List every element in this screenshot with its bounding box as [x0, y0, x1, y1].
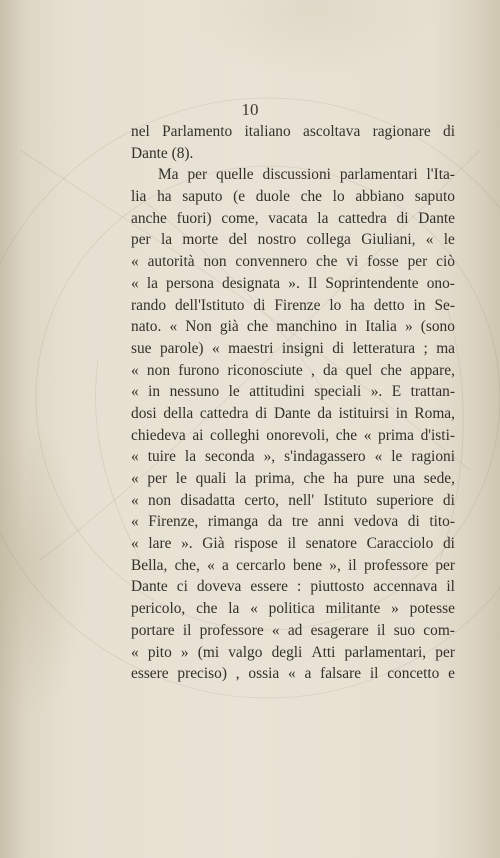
word: vi	[346, 253, 359, 271]
word: manchino	[276, 318, 337, 336]
word: esagerare	[310, 621, 369, 639]
word: Giuliani,	[361, 231, 416, 249]
word: non	[146, 361, 171, 379]
word: ha	[333, 470, 349, 487]
word: saputo	[414, 188, 455, 206]
word: «	[131, 361, 139, 379]
text-line	[131, 295, 455, 317]
word: certo,	[244, 491, 279, 509]
word: a	[222, 556, 229, 574]
word: sede,	[423, 470, 455, 487]
word: appare,	[410, 361, 455, 379]
word: già	[219, 318, 239, 336]
word: il	[369, 665, 379, 683]
word: parole)	[159, 339, 204, 357]
word: »	[391, 600, 399, 618]
word: E	[391, 383, 402, 401]
word: maestri	[228, 339, 274, 357]
text-line	[131, 381, 455, 403]
word: che	[380, 361, 402, 379]
word: detto	[373, 296, 405, 314]
word: «	[250, 600, 258, 618]
word: da	[317, 404, 332, 422]
word: collega	[306, 231, 351, 249]
word: «	[212, 339, 220, 357]
text-line	[131, 468, 455, 490]
word: persona	[166, 274, 214, 292]
word: designata	[222, 274, 281, 292]
word: vedova	[353, 513, 399, 531]
word: l'Ita-	[426, 166, 455, 184]
word: di	[407, 513, 420, 531]
word: portare	[131, 621, 175, 639]
word: «	[374, 448, 383, 466]
word: lo	[329, 296, 342, 314]
word: nel	[131, 123, 150, 140]
word: ,	[235, 665, 240, 683]
word: essere	[250, 578, 289, 596]
word: dosi	[131, 404, 157, 422]
word: «	[131, 383, 139, 401]
word: le	[391, 448, 403, 466]
word: d'isti-	[420, 426, 455, 444]
word: professore	[363, 556, 429, 574]
word: Roma,	[414, 404, 455, 422]
word: fuori)	[176, 209, 212, 227]
word: rispose	[234, 535, 278, 553]
word: una	[392, 470, 416, 487]
word: nessuno	[169, 383, 220, 401]
word: prima	[378, 426, 414, 444]
word: nato.	[131, 318, 162, 336]
word: ragioni	[411, 448, 455, 466]
word: Soprintendente	[325, 274, 419, 292]
word: ono-	[426, 274, 455, 292]
word: Se-	[434, 296, 455, 314]
text-line	[131, 251, 455, 273]
body-text	[131, 121, 455, 685]
word: di	[442, 535, 455, 553]
word: Ma	[158, 166, 179, 184]
word: »	[180, 643, 189, 661]
word: preciso)	[177, 665, 227, 683]
word: s'indagassero	[284, 448, 366, 466]
word: la	[228, 600, 240, 618]
word: «	[363, 426, 372, 444]
word: falsare	[320, 665, 362, 683]
text-line	[131, 425, 455, 447]
word: ci	[176, 578, 188, 596]
word: di	[253, 296, 266, 314]
word: senatore	[305, 535, 357, 553]
word: Atti	[311, 643, 336, 661]
word: che	[196, 600, 218, 618]
word: suo	[393, 621, 416, 639]
text-line	[131, 490, 455, 512]
page-number: 10	[241, 100, 259, 119]
word: :	[297, 578, 302, 596]
word: onorevoli,	[266, 426, 330, 444]
word: »,	[263, 448, 276, 466]
word: prima,	[254, 470, 295, 487]
text-line	[131, 316, 455, 338]
word: anche	[131, 209, 167, 227]
word: cercarlo	[236, 556, 286, 574]
word: piuttosto	[310, 578, 365, 596]
word: chiedeva	[131, 426, 186, 444]
word: Il	[307, 274, 318, 292]
word: «	[287, 665, 296, 683]
text-line	[131, 273, 455, 295]
word: a	[304, 665, 312, 683]
text-line	[131, 642, 455, 664]
word: «	[131, 448, 139, 466]
word: colleghi	[210, 426, 260, 444]
word: anni	[317, 513, 345, 531]
word: (e	[233, 188, 246, 206]
word: militante	[325, 600, 381, 618]
word: la	[317, 209, 329, 227]
word: Già	[202, 535, 225, 553]
word: vacata	[268, 209, 308, 227]
word: di	[332, 339, 345, 357]
text-line	[131, 164, 455, 186]
word: dell'Istituto	[174, 296, 245, 314]
word: le	[443, 231, 455, 249]
word: lare	[148, 535, 172, 553]
word: «	[131, 513, 139, 531]
word: «	[131, 470, 139, 487]
word: riconosciute	[227, 361, 303, 379]
word: «	[131, 535, 139, 553]
word: pure	[356, 470, 385, 487]
word: Istituto	[323, 491, 368, 509]
word: il	[348, 556, 357, 574]
word: il	[182, 621, 192, 639]
word: politica	[268, 600, 315, 618]
word: pito	[147, 643, 172, 661]
word: duole	[255, 188, 290, 206]
word: da	[323, 361, 338, 379]
word: ossia	[248, 665, 280, 683]
word: di	[396, 209, 409, 227]
text-line	[131, 576, 455, 598]
word: morte	[182, 231, 219, 249]
word: il	[376, 621, 386, 639]
word: trattan-	[410, 383, 455, 401]
paper-stain	[180, 0, 440, 80]
text-line	[131, 121, 455, 143]
word: che	[303, 470, 325, 487]
word: «	[207, 556, 215, 574]
text-line: Dante (8).	[131, 144, 194, 162]
word: nell'	[288, 491, 315, 509]
word: Non	[185, 318, 212, 336]
word: ad	[287, 621, 303, 639]
word: di	[442, 491, 455, 509]
word: convennero	[235, 253, 308, 271]
word: ».	[288, 274, 300, 292]
word: Italia	[365, 318, 397, 336]
word: «	[131, 253, 139, 271]
word: e	[448, 665, 455, 683]
word: lia	[131, 188, 147, 206]
word: Bella,	[131, 556, 168, 574]
word: «	[131, 643, 139, 661]
word: il	[287, 535, 297, 553]
text-line	[131, 511, 455, 533]
word: che	[316, 253, 338, 271]
word: Parlamento	[162, 123, 233, 140]
word: speciali	[314, 383, 362, 401]
word: ».	[181, 535, 193, 553]
word: la	[146, 274, 158, 292]
text-line	[131, 208, 455, 230]
word: ai	[192, 426, 204, 444]
word: di	[443, 123, 455, 140]
word: fosse	[367, 253, 399, 271]
word: Caracciolo	[366, 535, 434, 553]
word: istituirsi	[338, 404, 390, 422]
word: per	[407, 253, 428, 271]
word: per	[131, 231, 151, 249]
word: il	[446, 578, 455, 596]
word: non	[203, 253, 227, 271]
word: sue	[131, 339, 152, 357]
word: ;	[423, 339, 428, 357]
word: «	[425, 231, 434, 249]
word: ,	[310, 361, 315, 379]
word: concetto	[387, 665, 440, 683]
word: in	[395, 404, 408, 422]
text-line	[131, 186, 455, 208]
text-line	[131, 663, 455, 685]
word: nostro	[257, 231, 297, 249]
word: com-	[423, 621, 455, 639]
word: disadatta	[180, 491, 236, 509]
word: insigni	[281, 339, 324, 357]
word: (sono	[420, 318, 455, 336]
word: quelle	[216, 166, 254, 184]
word: rando	[131, 296, 167, 314]
word: italiano	[244, 123, 291, 140]
word: tre	[291, 513, 309, 531]
word: ascoltava	[303, 123, 361, 140]
word: ciò	[436, 253, 455, 271]
word: in	[413, 296, 426, 314]
word: Dante	[273, 404, 311, 422]
word: le	[228, 383, 240, 401]
word: lo	[332, 188, 345, 206]
word: per	[435, 643, 455, 661]
word: letteratura	[352, 339, 416, 357]
word: ».	[370, 383, 383, 401]
word: furono	[178, 361, 220, 379]
word: per	[435, 556, 455, 574]
word: cattedra	[199, 404, 249, 422]
word: rimanga	[207, 513, 259, 531]
word: in	[148, 383, 161, 401]
word: abbiano	[355, 188, 405, 206]
word: parlamentari	[339, 166, 418, 184]
word: essere	[131, 665, 169, 683]
word: per	[147, 470, 168, 487]
word: da	[267, 513, 283, 531]
word: discussioni	[262, 166, 331, 184]
word: pericolo,	[131, 600, 186, 618]
paper-stain	[0, 420, 90, 720]
word: ma	[436, 339, 455, 357]
word: quel	[345, 361, 373, 379]
word: della	[163, 404, 194, 422]
word: per	[187, 166, 208, 184]
word: superiore	[376, 491, 434, 509]
text-line	[131, 620, 455, 642]
word: «	[271, 621, 280, 639]
word: ragionare	[372, 123, 431, 140]
text-line	[131, 555, 455, 577]
word: saputo	[182, 188, 223, 206]
word: attitudini	[249, 383, 305, 401]
word: che,	[174, 556, 200, 574]
word: del	[228, 231, 248, 249]
text-line	[131, 533, 455, 555]
word: la	[160, 231, 173, 249]
word: ha	[350, 296, 365, 314]
word: cattedra	[338, 209, 387, 227]
word: Firenze,	[148, 513, 199, 531]
text-line	[131, 360, 455, 382]
word: Dante	[131, 578, 168, 596]
word: degli	[271, 643, 303, 661]
word: tuire	[147, 448, 176, 466]
word: doveva	[196, 578, 242, 596]
word: «	[131, 274, 139, 292]
word: la	[184, 448, 197, 466]
word: che	[335, 426, 358, 444]
word: »,	[329, 556, 341, 574]
word: di	[255, 404, 268, 422]
text-line	[131, 598, 455, 620]
word: accennava	[373, 578, 438, 596]
word: (mi	[197, 643, 220, 661]
word: seconda	[205, 448, 255, 466]
word: parlamentari,	[344, 643, 427, 661]
word: «	[169, 318, 178, 336]
word: bene	[292, 556, 323, 574]
word: quali	[195, 470, 227, 487]
word: »	[404, 318, 413, 336]
text-line	[131, 446, 455, 468]
word: in	[345, 318, 358, 336]
word: non	[148, 491, 172, 509]
word: come,	[221, 209, 259, 227]
text-line	[131, 229, 455, 251]
word: autorità	[147, 253, 195, 271]
word: professore	[199, 621, 264, 639]
word: le	[175, 470, 187, 487]
word: Firenze	[274, 296, 321, 314]
word: valgo	[228, 643, 263, 661]
word: tito-	[429, 513, 455, 531]
word: la	[235, 470, 247, 487]
text-line	[131, 338, 455, 360]
text-line	[131, 403, 455, 425]
word: Dante	[418, 209, 455, 227]
word: «	[131, 491, 139, 509]
word: potesse	[409, 600, 455, 618]
word: che	[246, 318, 269, 336]
word: ha	[157, 188, 172, 206]
word: che	[300, 188, 322, 206]
